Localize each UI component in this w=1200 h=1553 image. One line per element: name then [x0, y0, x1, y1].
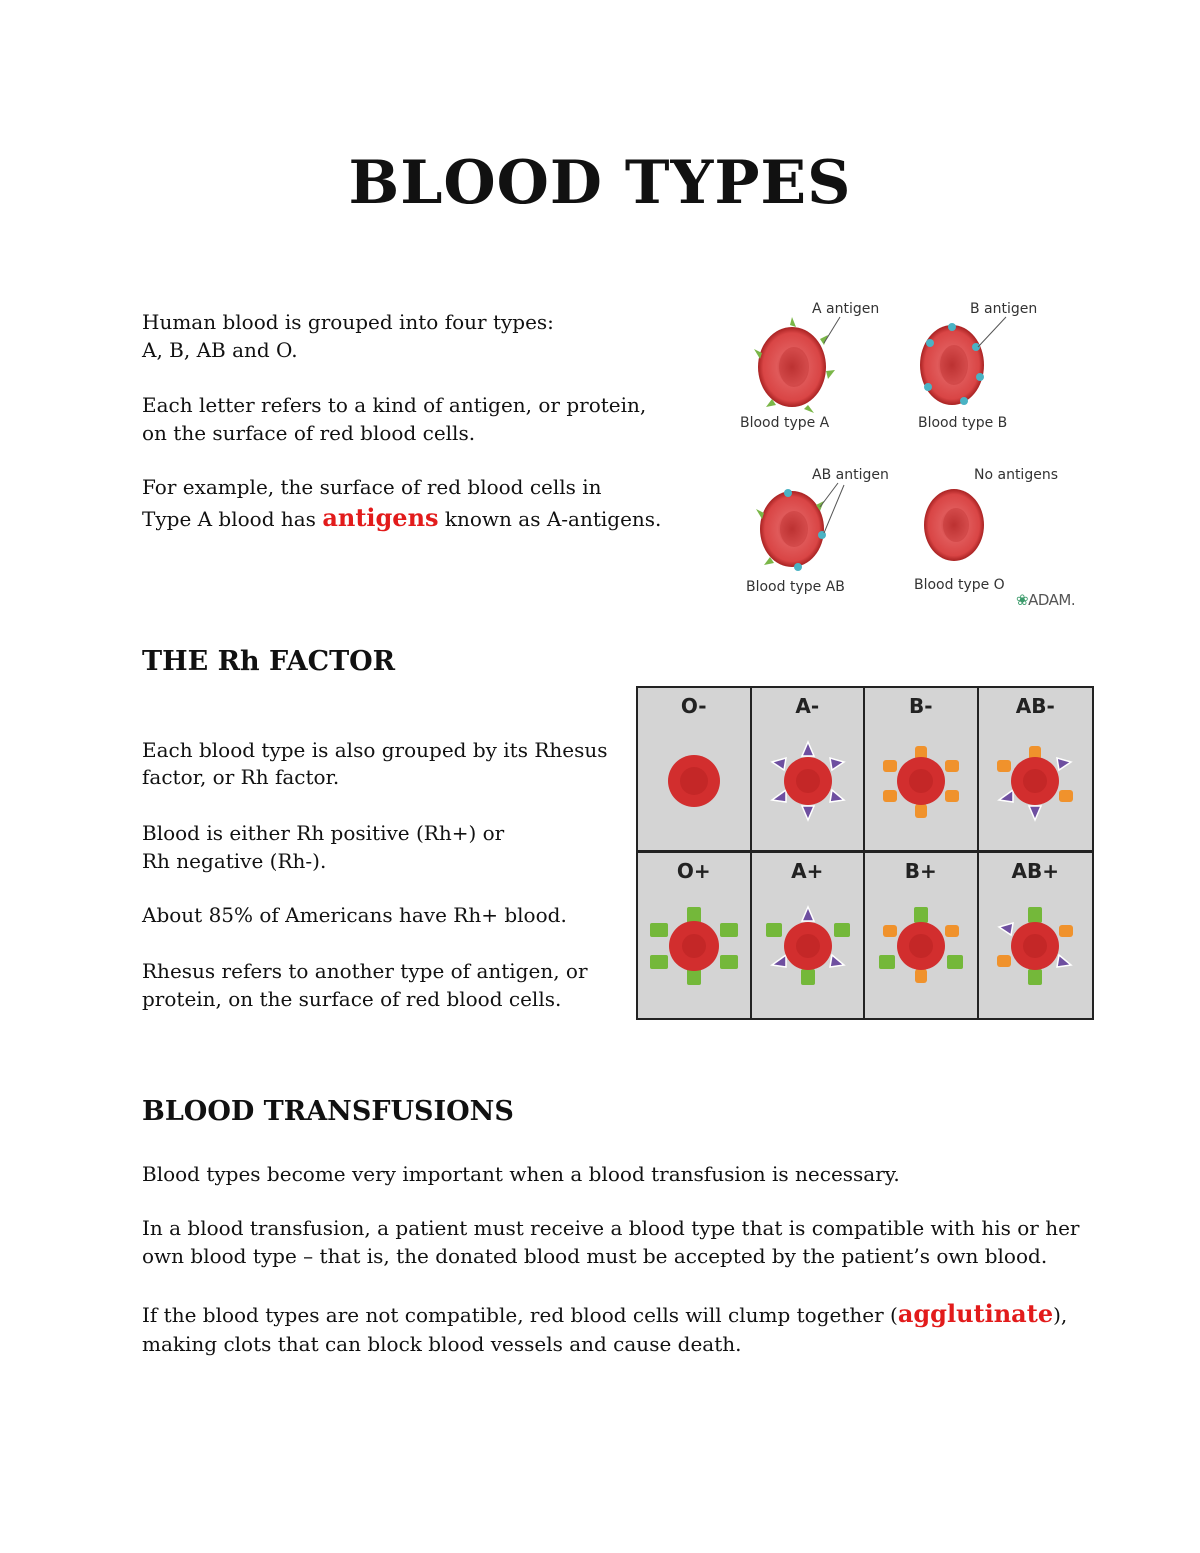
- rh-cell-a-pos-drawing: [752, 887, 865, 1012]
- intro-line-1: Human blood is grouped into four types:: [142, 310, 554, 334]
- transfusion-p2a: In a blood transfusion, a patient must receive a blood type that is compatible with his or her: [142, 1216, 1080, 1240]
- transfusion-p3b: making clots that can block blood vessels and cause death.: [142, 1332, 742, 1356]
- intro-line-3: Each letter refers to a kind of antigen, or protein,: [142, 393, 647, 417]
- intro-line-2: A, B, AB and O.: [142, 338, 298, 362]
- rh-p3: About 85% of Americans have Rh+ blood.: [142, 903, 567, 927]
- rh-cell-label: O+: [676, 859, 711, 883]
- intro-line-6: [142, 504, 661, 533]
- transfusion-p3: [142, 1300, 1067, 1329]
- rh-cell-o-pos: [638, 853, 752, 1018]
- rh-cell-ab-pos: [979, 853, 1093, 1018]
- type-b-label: Blood type B: [918, 415, 1008, 431]
- rh-blood-type-grid: [636, 686, 1094, 1020]
- intro-line-6-pre: Type A blood has: [142, 507, 323, 531]
- intro-line-5: For example, the surface of red blood cells in: [142, 475, 602, 499]
- rh-cell-o-pos-drawing: [638, 887, 751, 1012]
- blood-cell-type-o: [924, 489, 984, 561]
- rh-cell-label: AB+: [1011, 859, 1059, 883]
- blood-cell-type-b: [920, 317, 1006, 405]
- blood-transfusions-heading: BLOOD TRANSFUSIONS: [142, 1096, 514, 1127]
- type-o-label: Blood type O: [914, 577, 1005, 593]
- rh-cell-b-pos: [865, 853, 979, 1018]
- rh-p1b: factor, or Rh factor.: [142, 765, 340, 789]
- no-antigens-label: No antigens: [974, 467, 1058, 483]
- transfusion-p3-pre: If the blood types are not compatible, red blood cells will clump together (: [142, 1303, 898, 1327]
- adam-logo-icon: ❀: [1016, 591, 1029, 609]
- rh-p1a: Each blood type is also grouped by its Rhesus: [142, 738, 608, 762]
- rh-cell-b-neg-drawing: [865, 722, 978, 847]
- rh-p2a: Blood is either Rh positive (Rh+) or: [142, 821, 505, 845]
- page-title: BLOOD TYPES: [348, 148, 852, 218]
- intro-line-4: on the surface of red blood cells.: [142, 421, 476, 445]
- intro-line-6-post: known as A-antigens.: [438, 507, 662, 531]
- rh-cell-label: A-: [795, 694, 820, 718]
- antigens-highlight: antigens: [322, 503, 439, 532]
- rh-cell-b-pos-drawing: [865, 887, 978, 1012]
- blood-cell-type-a: [754, 317, 840, 413]
- adam-credit: ❀ADAM.: [1016, 591, 1076, 609]
- rh-cell-ab-neg-drawing: [979, 722, 1092, 847]
- agglutinate-highlight: agglutinate: [897, 1299, 1054, 1328]
- type-ab-label: Blood type AB: [746, 579, 845, 595]
- rh-p4b: protein, on the surface of red blood cells.: [142, 987, 562, 1011]
- rh-cell-label: A+: [791, 859, 824, 883]
- rh-cell-label: O-: [680, 694, 707, 718]
- rh-cell-b-neg: [865, 688, 979, 853]
- rh-cell-o-neg-drawing: [638, 722, 751, 847]
- transfusion-p1: Blood types become very important when a blood transfusion is necessary.: [142, 1162, 900, 1186]
- rh-cell-a-neg-drawing: [752, 722, 865, 847]
- antigen-figure-drawing: [728, 295, 1103, 615]
- b-antigen-label: B antigen: [970, 301, 1038, 317]
- rh-p2b: Rh negative (Rh-).: [142, 849, 327, 873]
- rh-cell-label: B+: [904, 859, 937, 883]
- rh-cell-a-pos: [752, 853, 866, 1018]
- type-a-label: Blood type A: [740, 415, 830, 431]
- rh-cell-ab-pos-drawing: [979, 887, 1092, 1012]
- rh-factor-heading: THE Rh FACTOR: [142, 646, 396, 677]
- transfusion-p3-post: ),: [1053, 1303, 1068, 1327]
- a-antigen-label: A antigen: [812, 301, 880, 317]
- ab-antigen-label: AB antigen: [812, 467, 889, 483]
- blood-cell-type-ab: [756, 483, 844, 571]
- rh-cell-label: AB-: [1015, 694, 1055, 718]
- transfusion-p2b: own blood type – that is, the donated blood must be accepted by the patient’s own blood.: [142, 1244, 1048, 1268]
- antigen-figure: [728, 295, 1103, 615]
- rh-cell-a-neg: [752, 688, 866, 853]
- rh-cell-o-neg: [638, 688, 752, 853]
- rh-cell-label: B-: [908, 694, 933, 718]
- rh-cell-ab-neg: [979, 688, 1093, 853]
- rh-p4a: Rhesus refers to another type of antigen, or: [142, 959, 588, 983]
